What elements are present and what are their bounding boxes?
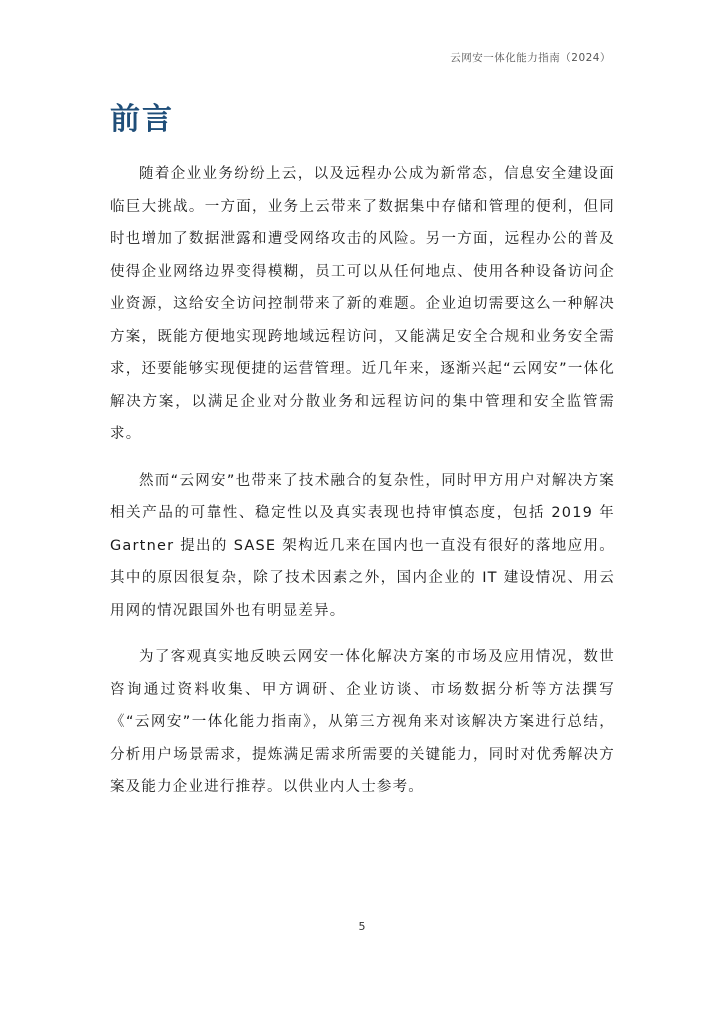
running-header: 云网安一体化能力指南（2024） (450, 52, 611, 64)
paragraph-2: 然而“云网安”也带来了技术融合的复杂性，同时甲方用户对解决方案相关产品的可靠性、稳定性以及真实表现也持审慎态度，包括 2019 年 Gartner 提出的 SASE 架构近几来在国内也一直没有很好的落地应用。其中的原因很复杂，除了技术因素之外，国内企业的 IT 建设情况、用云用网的情况跟国外也有明显差异。 (110, 472, 615, 619)
body-text (110, 158, 615, 818)
paragraph-1: 随着企业业务纷纷上云，以及远程办公成为新常态，信息安全建设面临巨大挑战。一方面，业务上云带来了数据集中存储和管理的便利，但同时也增加了数据泄露和遭受网络攻击的风险。另一方面，远程办公的普及使得企业网络边界变得模糊，员工可以从任何地点、使用各种设备访问企业资源，这给安全访问控制带来了新的难题。企业迫切需要这么一种解决方案，既能方便地实现跨地域远程访问，又能满足安全合规和业务安全需求，还要能够实现便捷的运营管理。近几年来，逐渐兴起“云网安”一体化解决方案，以满足企业对分散业务和远程访问的集中管理和安全监管需求。 (110, 166, 615, 442)
page-number: 5 (358, 920, 366, 933)
page-title: 前言 (110, 102, 174, 137)
paragraph-3: 为了客观真实地反映云网安一体化解决方案的市场及应用情况，数世咨询通过资料收集、甲方调研、企业访谈、市场数据分析等方法撰写《“云网安”一体化能力指南》，从第三方视角来对该解决方案进行总结，分析用户场景需求，提炼满足需求所需要的关键能力，同时对优秀解决方案及能力企业进行推荐。以供业内人士参考。 (110, 649, 615, 795)
